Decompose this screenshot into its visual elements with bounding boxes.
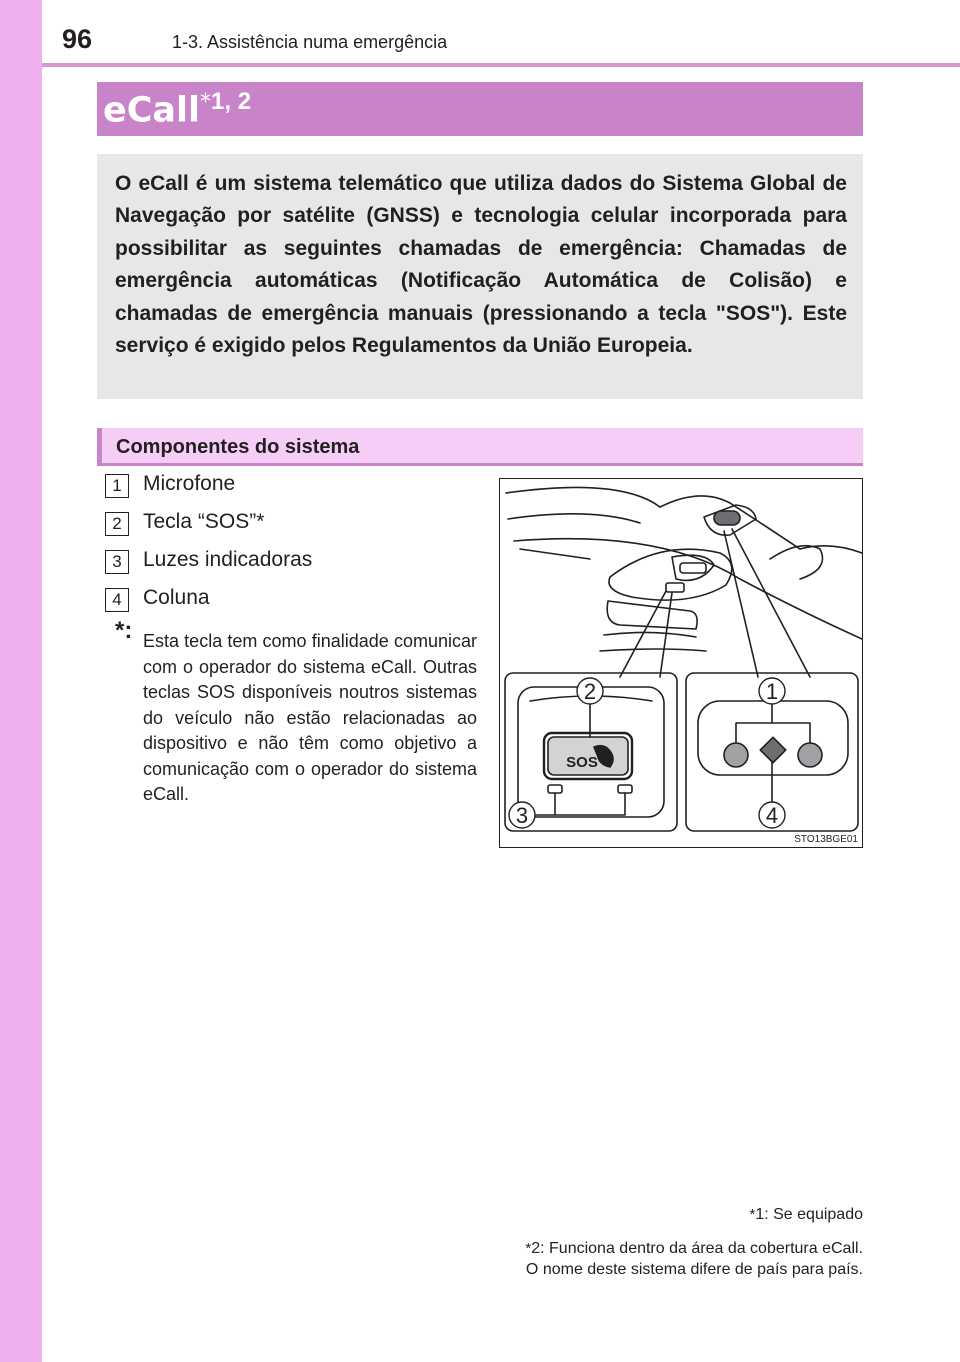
illustration-svg bbox=[500, 479, 862, 847]
subheading-divider bbox=[97, 463, 863, 466]
callout-number: 4 bbox=[105, 588, 129, 612]
footnote-2-text: 2: Funciona dentro da área da cobertura eCall. bbox=[531, 1240, 863, 1257]
callout-number: 1 bbox=[105, 474, 129, 498]
component-label: Tecla “SOS”* bbox=[143, 510, 265, 533]
component-label: Microfone bbox=[143, 472, 236, 495]
figure-callout-2: 2 bbox=[583, 679, 597, 704]
sos-button-label: SOS bbox=[566, 754, 598, 771]
section-breadcrumb: 1-3. Assistência numa emergência bbox=[172, 32, 448, 52]
figure-callout-4: 4 bbox=[765, 803, 779, 828]
figure-callout-1: 1 bbox=[765, 679, 779, 704]
figure-id: STO13BGE01 bbox=[794, 834, 858, 845]
intro-paragraph: O eCall é um sistema telemático que utiliza dados do Sistema Global de Navegação por satélite (GNSS) e tecnologia celular incorporada para possibilitar as seguintes chamadas de emergência: Chamadas de emergência automáticas (Notificação Automática de Colisão) e chamadas de emergência manuais (pressionando a tecla "SOS"). Este serviço é exigido pelos Regulamentos da União Europeia. bbox=[115, 172, 847, 358]
sidebar-tab bbox=[0, 0, 42, 1362]
intro-box bbox=[97, 154, 863, 399]
footnote-asterisk: * bbox=[749, 1206, 756, 1223]
footnote-1 bbox=[750, 1204, 864, 1225]
header-divider bbox=[42, 63, 960, 67]
callout-number: 2 bbox=[105, 512, 129, 536]
page-title bbox=[103, 88, 251, 131]
figure-callout-3: 3 bbox=[515, 803, 529, 828]
page-title-text: eCall bbox=[103, 90, 201, 131]
page-number: 96 bbox=[62, 24, 93, 54]
footnote-1-text: 1: Se equipado bbox=[755, 1206, 863, 1223]
subheading: Componentes do sistema bbox=[116, 436, 360, 458]
footnote-asterisk: * bbox=[525, 1240, 532, 1257]
component-label: Coluna bbox=[143, 586, 210, 609]
title-asterisk: * bbox=[200, 90, 212, 115]
footnote-2-line2: O nome deste sistema difere de país para país. bbox=[525, 1261, 863, 1278]
callout-number: 3 bbox=[105, 550, 129, 574]
note-text: Esta tecla tem como finalidade comunicar com o operador do sistema eCall. Outras teclas SOS disponíveis noutros sistemas do veículo não estão relacionadas ao dispositivo e não têm como objetivo a comunicação com o operador do sistema eCall. bbox=[143, 631, 477, 804]
component-label: Luzes indicadoras bbox=[143, 548, 313, 571]
title-superscript: 1, 2 bbox=[211, 88, 252, 115]
note-asterisk: *: bbox=[115, 617, 133, 644]
footnote-2 bbox=[525, 1238, 863, 1280]
components-illustration bbox=[499, 478, 863, 848]
